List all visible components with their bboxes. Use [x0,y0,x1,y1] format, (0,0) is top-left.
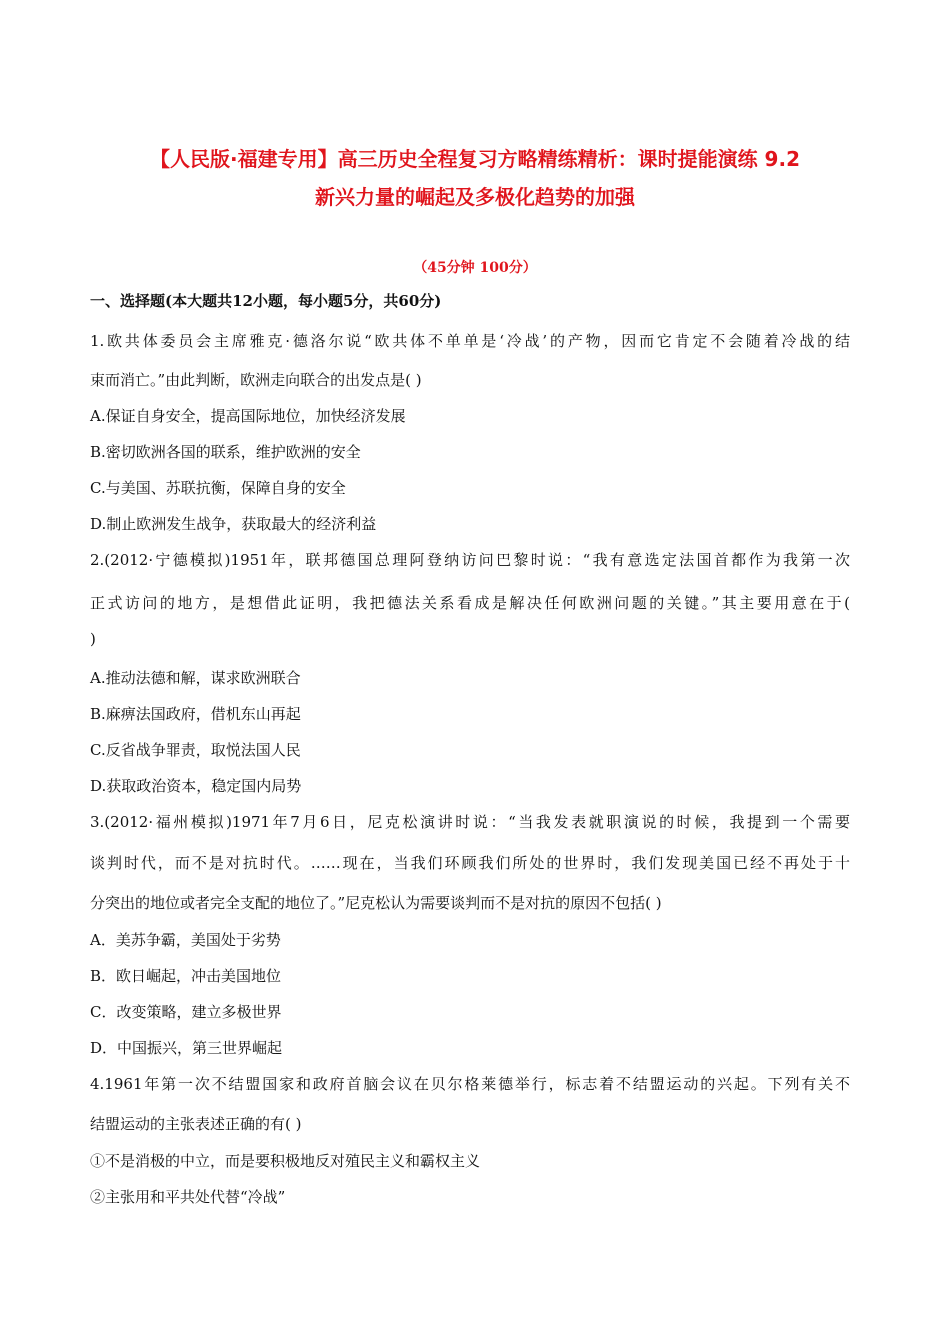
question-2-stem-line2: 正式访问的地方，是想借此证明，我把德法关系看成是解决任何欧洲问题的关键。”其主要用意在于( [90,594,850,612]
question-1-option-d: D.制止欧洲发生战争，获取最大的经济利益 [90,515,377,533]
question-4-stem-line2: 结盟运动的主张表述正确的有( ) [90,1115,302,1133]
question-1-option-c: C.与美国、苏联抗衡，保障自身的安全 [90,479,346,497]
question-3-stem-line2: 谈判时代，而不是对抗时代。……现在，当我们环顾我们所处的世界时，我们发现美国已经不再处于十 [90,854,850,872]
section-heading: 一、选择题(本大题共12小题，每小题5分，共60分) [90,292,442,310]
question-1-option-b: B.密切欧洲各国的联系，维护欧洲的安全 [90,443,361,461]
document-title-line1: 【人民版·福建专用】高三历史全程复习方略精练精析：课时提能演练 9.2 [150,147,800,171]
question-2-option-c: C.反省战争罪责，取悦法国人民 [90,741,301,759]
question-1-stem-line1: 1.欧共体委员会主席雅克·德洛尔说“欧共体不单单是‘冷战’的产物，因而它肯定不会随着冷战的结 [90,332,850,350]
question-3-option-a: A．美苏争霸，美国处于劣势 [90,931,281,949]
question-2-option-d: D.获取政治资本，稳定国内局势 [90,777,302,795]
question-4-item-1: ①不是消极的中立，而是要积极地反对殖民主义和霸权主义 [90,1152,481,1170]
question-2-stem-line3: ) [90,630,96,648]
question-4-stem-line1: 4.1961年第一次不结盟国家和政府首脑会议在贝尔格莱德举行，标志着不结盟运动的兴起。下列有关不 [90,1075,850,1093]
question-4-item-2: ②主张用和平共处代替“冷战” [90,1188,286,1206]
question-3-stem-line3: 分突出的地位或者完全支配的地位了。”尼克松认为需要谈判而不是对抗的原因不包括( ) [90,894,662,912]
exam-duration: （45分钟 100分） [413,260,537,276]
document-title-line2: 新兴力量的崛起及多极化趋势的加强 [315,185,635,209]
question-2-stem-line1: 2.(2012·宁德模拟)1951年，联邦德国总理阿登纳访问巴黎时说：“我有意选定法国首都作为我第一次 [90,551,850,569]
question-3-option-d: D．中国振兴，第三世界崛起 [90,1039,283,1057]
question-2-option-b: B.麻痹法国政府，借机东山再起 [90,705,301,723]
question-2-option-a: A.推动法德和解，谋求欧洲联合 [90,669,301,687]
question-1-stem-line2: 束而消亡。”由此判断，欧洲走向联合的出发点是( ) [90,371,422,389]
question-3-option-b: B．欧日崛起，冲击美国地位 [90,967,282,985]
question-1-option-a: A.保证自身安全，提高国际地位，加快经济发展 [90,407,406,425]
question-3-stem-line1: 3.(2012·福州模拟)1971年7月6日，尼克松演讲时说：“当我发表就职演说的时候，我提到一个需要 [90,813,850,831]
question-3-option-c: C．改变策略，建立多极世界 [90,1003,282,1021]
